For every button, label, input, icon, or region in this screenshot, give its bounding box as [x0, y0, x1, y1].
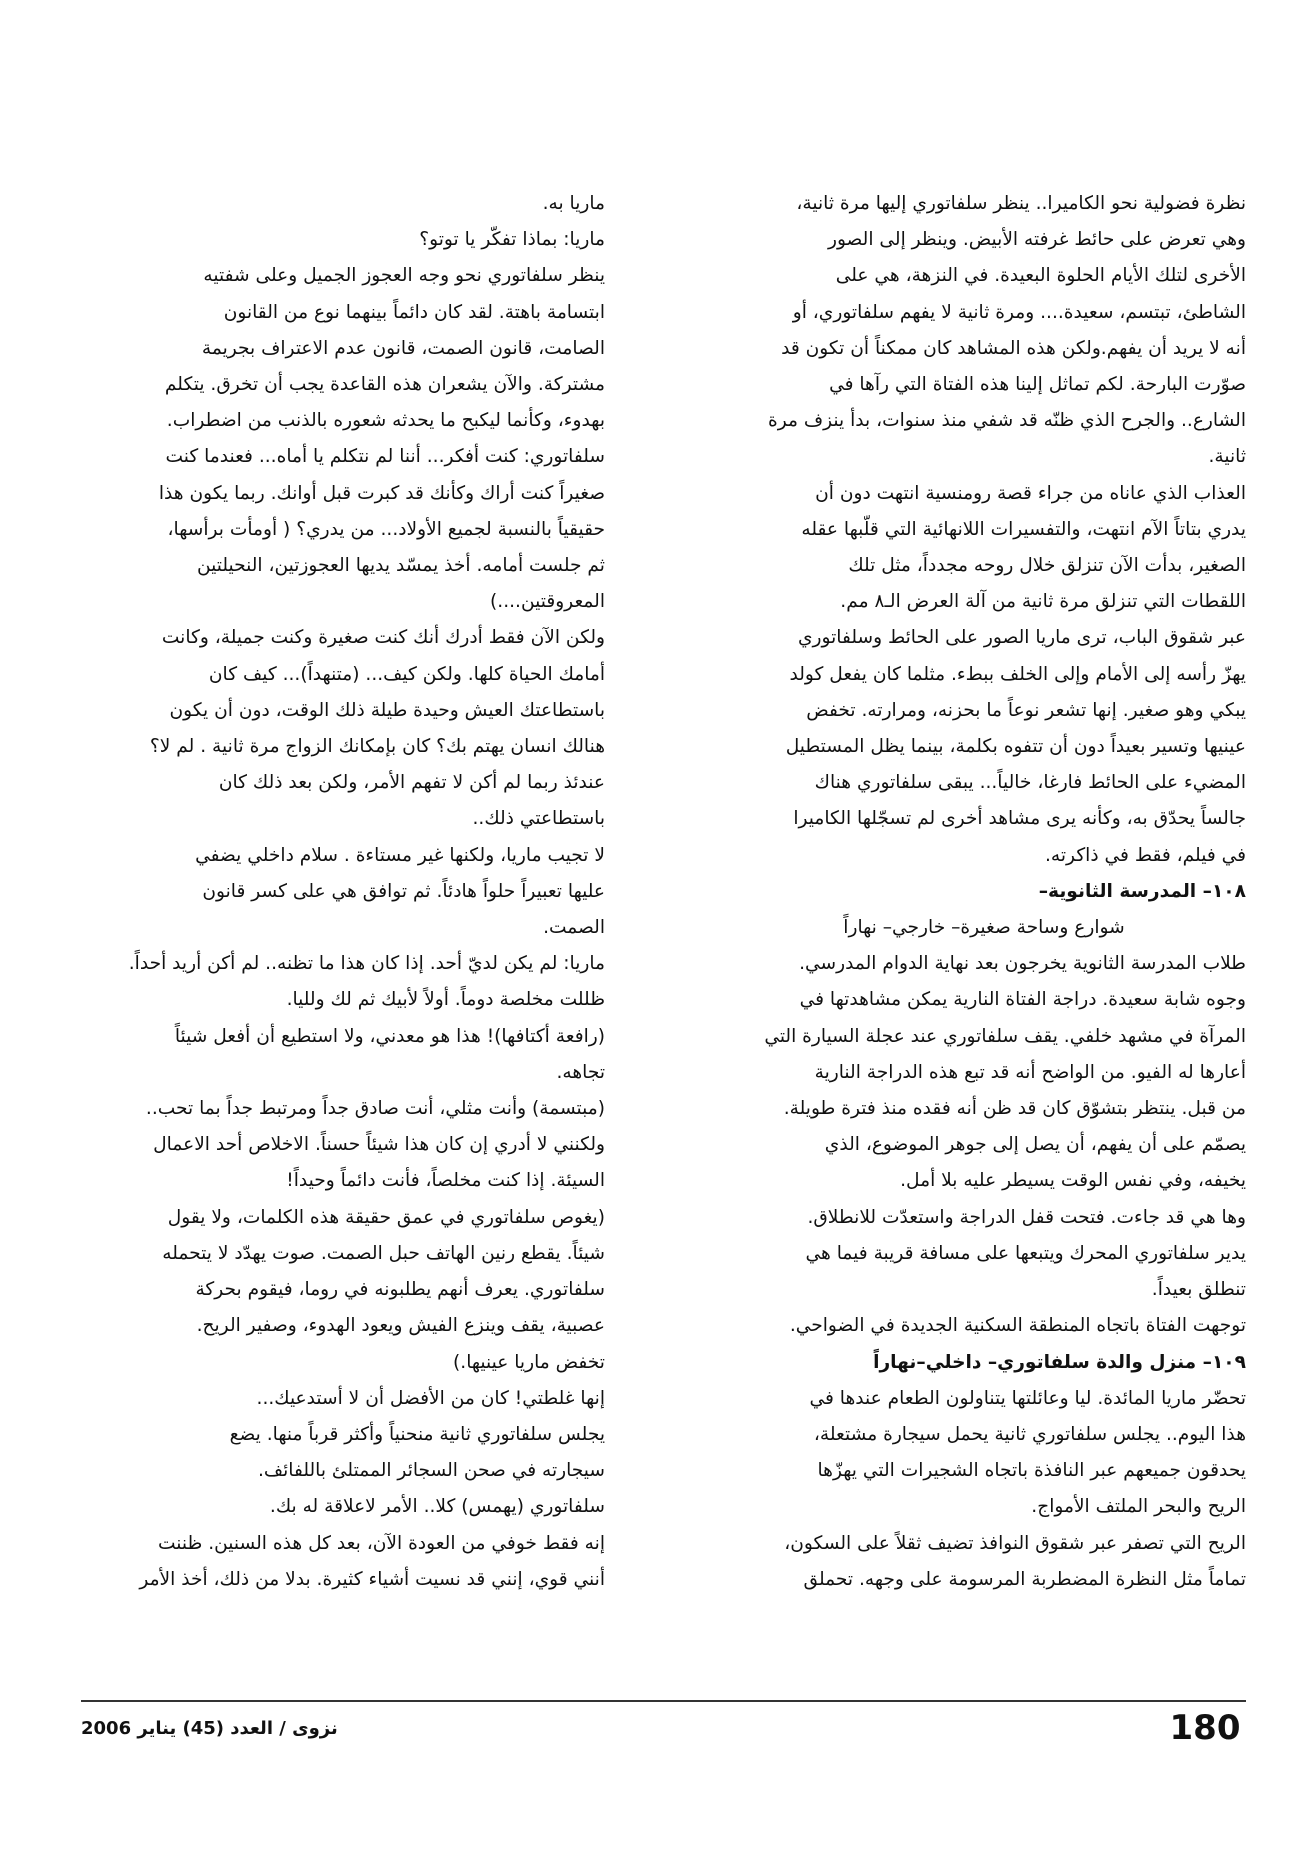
text-line: المضيء على الحائط فارغا، خالياً... يبقى سلفاتوري هناك	[814, 772, 1246, 794]
text-line: هذا اليوم.. يجلس سلفاتوري ثانية يحمل سيجارة مشتعلة،	[813, 1423, 1246, 1445]
text-line: الشارع.. والجرح الذي ظنّه قد شفي منذ سنوات، بدأ ينزف مرة	[768, 410, 1246, 432]
text-line: ينظر سلفاتوري نحو وجه العجوز الجميل وعلى شفتيه	[203, 265, 605, 287]
text-line: ثانية.	[1208, 446, 1246, 468]
text-line: الريح التي تصفر عبر شقوق النوافذ تضيف ثقلاً على السكون،	[784, 1532, 1246, 1554]
text-line: ماريا: لم يكن لديّ أحد. إذا كان هذا ما تظنه.. لم أكن أريد أحداً.	[128, 953, 605, 975]
text-line: (رافعة أكتافها)! هذا هو معدني، ولا استطيع أن أفعل شيئاً	[174, 1025, 605, 1047]
text-line: ابتسامة باهتة. لقد كان دائماً بينهما نوع من القانون	[223, 301, 605, 323]
text-line: عليها تعبيراً حلواً هادئاً. ثم توافق هي على كسر قانون	[202, 880, 605, 902]
right-column	[722, 186, 1246, 1598]
text-line: (مبتسمة) وأنت مثلي، أنت صادق جداً ومرتبط جداً بما تحب..	[145, 1098, 605, 1120]
text-line: وجوه شابة سعيدة. دراجة الفتاة النارية يمكن مشاهدتها في	[799, 989, 1246, 1011]
text-line: توجهت الفتاة باتجاه المنطقة السكنية الجديدة في الضواحي.	[789, 1315, 1246, 1337]
text-line: ١٠٩– منزل والدة سلفاتوري– داخلي–نهاراً	[873, 1351, 1246, 1373]
text-line: الأخرى لتلك الأيام الحلوة البعيدة. في النزهة، هي على	[835, 265, 1246, 287]
text-line: تنطلق بعيداً.	[1151, 1279, 1246, 1301]
text-line: سلفاتوري. يعرف أنهم يطلبونه في روما، فيقوم بحركة	[195, 1279, 605, 1301]
text-line: عندئذ ربما لم أكن لا تفهم الأمر، ولكن بعد ذلك كان	[218, 772, 605, 794]
text-line: يدري بتاتاً الآم انتهت، والتفسيرات اللانهائية التي قلّبها عقله	[801, 518, 1246, 540]
text-line: تماماً مثل النظرة المضطربة المرسومة على وجهه. تحملق	[803, 1568, 1246, 1590]
left-column	[81, 186, 605, 1598]
text-line: السيئة. إذا كنت مخلصاً، فأنت دائماً وحيداً!	[286, 1170, 605, 1192]
text-line: سيجارته في صحن السجائر الممتلئ باللفائف.	[257, 1460, 605, 1482]
text-line: ماريا به.	[542, 193, 605, 214]
text-line: يصمّم على أن يفهم، أن يصل إلى جوهر الموضوع، الذي	[824, 1134, 1246, 1156]
text-line: تخفض ماريا عينيها.)	[453, 1351, 605, 1373]
text-line: يجلس سلفاتوري ثانية منحنياً وأكثر قرباً منها. يضع	[229, 1423, 605, 1445]
text-line: حقيقياً بالنسبة لجميع الأولاد... من يدري؟ ( أومأت برأسها،	[167, 518, 605, 540]
text-line: وهي تعرض على حائط غرفته الأبيض. وينظر إلى الصور	[827, 229, 1246, 251]
text-line: عينيها وتسير بعيداً دون أن تتفوه بكلمة، بينما يظل المستطيل	[785, 736, 1246, 758]
text-line: الشاطئ، تبتسم، سعيدة.... ومرة ثانية لا يفهم سلفاتوري، أو	[792, 301, 1246, 323]
text-line: ماريا: بماذا تفكّر يا توتو؟	[419, 229, 605, 251]
text-line: ظللت مخلصة دوماً. أولاً لأبيك ثم لك ولليا.	[286, 989, 605, 1011]
text-line: الصمت.	[543, 917, 605, 939]
text-line: طلاب المدرسة الثانوية يخرجون بعد نهاية الدوام المدرسي.	[799, 953, 1246, 975]
text-line: إنها غلطتي! كان من الأفضل أن لا أستدعيك...	[256, 1387, 605, 1409]
text-line: تحضّر ماريا المائدة. ليا وعائلتها يتناولون الطعام عندها في	[809, 1387, 1246, 1409]
text-line: عبر شقوق الباب، ترى ماريا الصور على الحائط وسلفاتوري	[797, 627, 1246, 649]
text-line: باستطاعتك العيش وحيدة طيلة ذلك الوقت، دون أن يكون	[169, 699, 605, 721]
text-line: يبكي وهو صغير. إنها تشعر نوعاً ما بحزنه، ومرارته. تخفض	[806, 699, 1246, 721]
text-line: ثم جلست أمامه. أخذ يمسّد يديها العجوزتين، النحيلتين	[196, 555, 605, 577]
text-line: ١٠٨– المدرسة الثانوية–	[1038, 880, 1246, 902]
text-line: مشتركة. والآن يشعران هذه القاعدة يجب أن تخرق. يتكلم	[164, 374, 605, 396]
text-line: هنالك انسان يهتم بك؟ كان بإمكانك الزواج مرة ثانية . لم لا؟	[149, 736, 605, 758]
text-line: يهزّ رأسه إلى الأمام وإلى الخلف ببطء. مثلما كان يفعل كولد	[789, 663, 1246, 685]
text-line: (يغوص سلفاتوري في عمق حقيقة هذه الكلمات، ولا يقول	[167, 1206, 605, 1228]
text-line: المرآة في مشهد خلفي. يقف سلفاتوري عند عجلة السيارة التي	[764, 1025, 1246, 1047]
text-line: جالساً يحدّق به، وكأنه يرى مشاهد أخرى لم تسجّلها الكاميرا	[793, 808, 1246, 830]
text-line: يدير سلفاتوري المحرك ويتبعها على مسافة قريبة فيما هي	[805, 1242, 1246, 1264]
text-line: من قبل. ينتظر بتشوّق كان قد ظن أنه فقده منذ فترة طويلة.	[783, 1098, 1246, 1120]
text-line: المعروقتين....)	[490, 591, 605, 613]
text-line: الصامت، قانون الصمت، قانون عدم الاعتراف بجريمة	[201, 337, 605, 359]
text-line: باستطاعتي ذلك..	[472, 808, 605, 830]
text-line: بهدوء، وكأنما ليكبح ما يحدثه شعوره بالذنب من اضطراب.	[166, 410, 605, 432]
text-line: الصغير، بدأت الآن تنزلق خلال روحه مجدداً، مثل تلك	[848, 555, 1246, 577]
text-line: ولكنني لا أدري إن كان هذا شيئاً حسناً. الاخلاص أحد الاعمال	[153, 1134, 605, 1156]
text-line: سلفاتوري (يهمس) كلا.. الأمر لاعلاقة له بك.	[269, 1496, 605, 1518]
text-line: في فيلم، فقط في ذاكرته.	[1045, 844, 1246, 866]
text-line: العذاب الذي عاناه من جراء قصة رومنسية انتهت دون أن	[815, 482, 1246, 504]
text-line: يحدقون جميعهم عبر النافذة باتجاه الشجيرات التي يهزّها	[817, 1460, 1246, 1482]
footer-divider	[81, 1700, 1246, 1702]
text-line: ولكن الآن فقط أدرك أنك كنت صغيرة وكنت جميلة، وكانت	[161, 627, 605, 649]
text-line: أنني قوي، إنني قد نسيت أشياء كثيرة. بدلا من ذلك، أخذ الأمر	[139, 1568, 605, 1590]
text-line: وها هي قد جاءت. فتحت قفل الدراجة واستعدّت للانطلاق.	[807, 1206, 1246, 1228]
text-line: سلفاتوري: كنت أفكر... أننا لم نتكلم يا أماه... فعندما كنت	[165, 446, 605, 468]
text-line: شيئاً. يقطع رنين الهاتف حبل الصمت. صوت يهدّد لا يتحمله	[162, 1242, 605, 1264]
text-line: أعارها له الفيو. من الواضح أنه قد تبع هذه الدراجة النارية	[814, 1061, 1246, 1083]
text-line: شوارع وساحة صغيرة– خارجي– نهاراً	[843, 917, 1125, 939]
text-line: لا تجيب ماريا، ولكنها غير مستاءة . سلام داخلي يضفي	[195, 844, 605, 866]
text-line: عصبية، يقف وينزع الفيش ويعود الهدوء، وصفير الريح.	[196, 1315, 605, 1337]
text-line: تجاهه.	[556, 1061, 605, 1083]
text-line: يخيفه، وفي نفس الوقت يسيطر عليه بلا أمل.	[900, 1170, 1246, 1192]
text-line: إنه فقط خوفي من العودة الآن، بعد كل هذه السنين. ظننت	[158, 1532, 605, 1554]
text-line: صغيراً كنت أراك وكأنك قد كبرت قبل أوانك. ربما يكون هذا	[158, 482, 605, 504]
text-line: أمامك الحياة كلها. ولكن كيف... (متنهداً)... كيف كان	[208, 663, 605, 685]
text-line: اللقطات التي تنزلق مرة ثانية من آلة العرض الـ٨ مم.	[840, 591, 1246, 613]
text-line: الريح والبحر الملتف الأمواج.	[1031, 1496, 1246, 1518]
text-line: نظرة فضولية نحو الكاميرا.. ينظر سلفاتوري إليها مرة ثانية،	[796, 193, 1246, 214]
text-line: صوّرت البارحة. لكم تماثل إلينا هذه الفتاة التي رآها في	[829, 374, 1246, 396]
text-line: أنه لا يريد أن يفهم.ولكن هذه المشاهد كان ممكناً أن تكون قد	[781, 337, 1246, 359]
magazine-issue-footer: نزوى / العدد (45) يناير 2006	[81, 1718, 338, 1739]
page-number: 180	[1169, 1708, 1241, 1748]
